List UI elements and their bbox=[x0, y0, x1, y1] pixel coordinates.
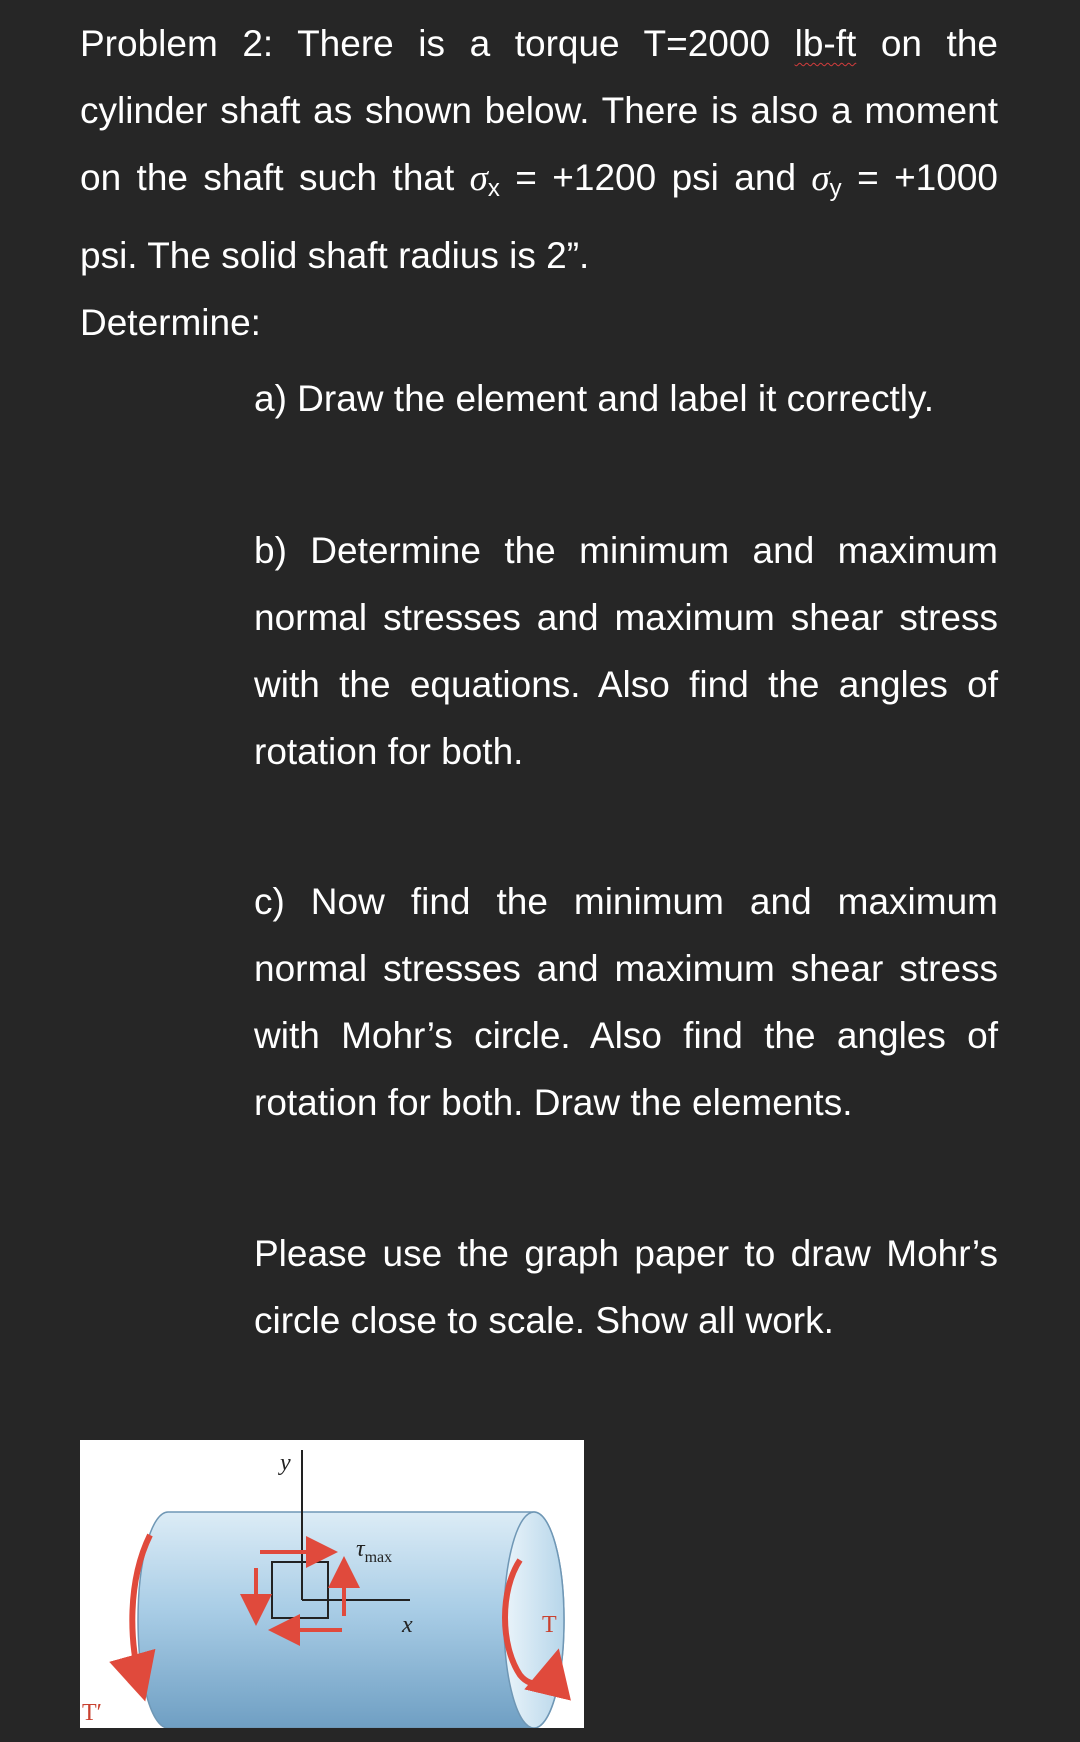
sigma-x-subscript: x bbox=[487, 175, 500, 202]
cylinder-body bbox=[138, 1512, 564, 1728]
torque-unit: lb-ft bbox=[794, 23, 857, 64]
torque-t-label: T bbox=[542, 1612, 557, 1638]
problem-statement bbox=[80, 10, 998, 356]
problem-intro-1: Problem 2: There is a torque T=2000 bbox=[80, 23, 795, 64]
shaft-figure bbox=[80, 1440, 584, 1728]
x-axis-label: x bbox=[402, 1612, 413, 1638]
graph-paper-note: Please use the graph paper to draw Mohr’s circle close to scale. Show all work. bbox=[254, 1233, 998, 1341]
sigma-y-symbol: σ bbox=[811, 158, 830, 199]
part-a: a) Draw the element and label it correctly. bbox=[254, 378, 935, 419]
sigma-y-subscript: y bbox=[829, 175, 842, 202]
y-axis-label: y bbox=[280, 1450, 291, 1476]
sigma-y-value: = +1000 psi. The solid shaft radius is 2”. bbox=[80, 157, 998, 276]
sigma-x-value: = +1200 psi and bbox=[499, 157, 812, 198]
tau-subscript: max bbox=[364, 1549, 393, 1566]
part-b: b) Determine the minimum and maximum normal stresses and maximum shear stress with the equations. Also find the angles of rotation for both. bbox=[254, 530, 998, 772]
shaft-diagram bbox=[80, 1440, 584, 1728]
tau-symbol: τ bbox=[356, 1536, 365, 1562]
sigma-x-symbol: σ bbox=[469, 158, 488, 199]
torque-t-prime-label: T′ bbox=[82, 1700, 102, 1726]
problem-intro-2: on the cylinder shaft as shown below. There is also a moment on the shaft such that bbox=[80, 23, 998, 198]
part-c: c) Now find the minimum and maximum normal stresses and maximum shear stress with Mohr’s circle. Also find the angles of rotation for both. Draw the elements. bbox=[254, 881, 998, 1123]
determine-label: Determine: bbox=[80, 302, 261, 343]
